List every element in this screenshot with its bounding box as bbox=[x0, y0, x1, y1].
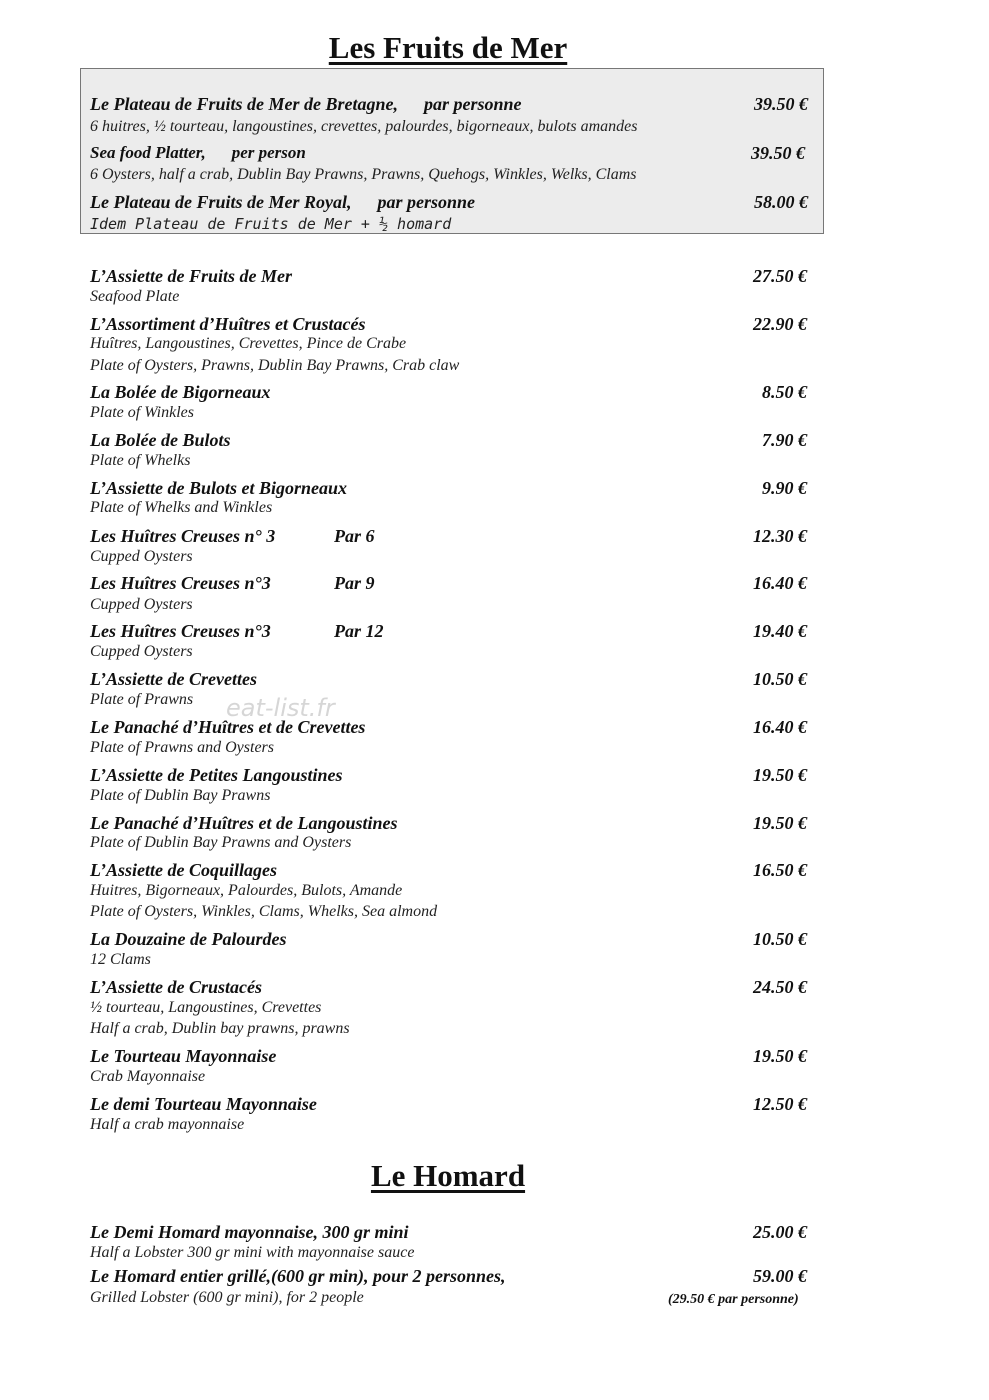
item-title: L’Assiette de Coquillages bbox=[90, 860, 277, 880]
homard-title: Le Demi Homard mayonnaise, 300 gr mini bbox=[90, 1222, 409, 1242]
item-desc: Half a crab, Dublin bay prawns, prawns bbox=[90, 1020, 350, 1037]
item-title: L’Assiette de Crustacés bbox=[90, 977, 262, 997]
item-title: Le Panaché d’Huîtres et de Crevettes bbox=[90, 717, 366, 737]
homard-desc: Half a Lobster 300 gr mini with mayonnaise sauce bbox=[90, 1244, 415, 1261]
item-desc: Crab Mayonnaise bbox=[90, 1068, 206, 1085]
platter-price: 58.00 € bbox=[754, 192, 808, 212]
item-price: 10.50 € bbox=[753, 929, 807, 949]
item-title: Le Panaché d’Huîtres et de Langoustines bbox=[90, 813, 398, 833]
item-title: L’Assortiment d’Huîtres et Crustacés bbox=[90, 314, 366, 334]
item-title: Les Huîtres Creuses n°3 bbox=[90, 573, 271, 593]
platter-desc: 6 huitres, ½ tourteau, langoustines, crevettes, palourdes, bigorneaux, bulots amandes bbox=[90, 118, 638, 135]
item-price: 24.50 € bbox=[753, 977, 807, 997]
item-desc: Plate of Prawns and Oysters bbox=[90, 739, 274, 756]
item-title: Le demi Tourteau Mayonnaise bbox=[90, 1094, 317, 1114]
item-price: 16.40 € bbox=[753, 573, 807, 593]
item-desc: 12 Clams bbox=[90, 951, 151, 968]
platter-title: Sea food Platter, per person bbox=[90, 143, 306, 162]
platter-title: Le Plateau de Fruits de Mer de Bretagne, par personne bbox=[90, 94, 522, 114]
platter-desc: 6 Oysters, half a crab, Dublin Bay Prawns, Prawns, Quehogs, Winkles, Welks, Clams bbox=[90, 166, 637, 183]
item-title: L’Assiette de Petites Langoustines bbox=[90, 765, 343, 785]
item-title: La Douzaine de Palourdes bbox=[90, 929, 287, 949]
item-title: Les Huîtres Creuses n°3 bbox=[90, 621, 271, 641]
item-price: 10.50 € bbox=[753, 669, 807, 689]
item-desc: Plate of Dublin Bay Prawns and Oysters bbox=[90, 834, 352, 851]
platter-desc: Idem Plateau de Fruits de Mer + ½ homard bbox=[90, 215, 452, 233]
item-quantity: Par 9 bbox=[334, 573, 375, 593]
item-desc: Half a crab mayonnaise bbox=[90, 1116, 245, 1133]
item-price: 22.90 € bbox=[753, 314, 807, 334]
platter-price: 39.50 € bbox=[754, 94, 808, 114]
homard-price: 59.00 € bbox=[753, 1266, 807, 1286]
item-desc: Plate of Oysters, Winkles, Clams, Whelks, Sea almond bbox=[90, 903, 438, 920]
homard-price: 25.00 € bbox=[753, 1222, 807, 1242]
platter-note: par personne bbox=[423, 94, 522, 114]
item-title: La Bolée de Bulots bbox=[90, 430, 231, 450]
item-price: 9.90 € bbox=[762, 478, 807, 498]
item-price: 7.90 € bbox=[762, 430, 807, 450]
homard-per-person-price: (29.50 € par personne) bbox=[668, 1292, 799, 1307]
platter-note: par personne bbox=[377, 192, 475, 212]
item-desc: Plate of Prawns bbox=[90, 691, 194, 708]
platter-price: 39.50 € bbox=[751, 143, 805, 163]
item-desc: Seafood Plate bbox=[90, 288, 180, 305]
item-price: 19.50 € bbox=[753, 1046, 807, 1066]
item-price: 12.30 € bbox=[753, 526, 807, 546]
item-desc: Cupped Oysters bbox=[90, 548, 193, 565]
item-title: La Bolée de Bigorneaux bbox=[90, 382, 271, 402]
item-price: 16.50 € bbox=[753, 860, 807, 880]
item-quantity: Par 12 bbox=[334, 621, 384, 641]
item-desc: Plate of Whelks bbox=[90, 452, 191, 469]
item-price: 19.50 € bbox=[753, 765, 807, 785]
item-title: L’Assiette de Bulots et Bigorneaux bbox=[90, 478, 348, 498]
item-title: L’Assiette de Fruits de Mer bbox=[90, 266, 292, 286]
item-desc: Plate of Dublin Bay Prawns bbox=[90, 787, 271, 804]
platter-title: Le Plateau de Fruits de Mer Royal, par personne bbox=[90, 192, 475, 212]
item-desc: Huîtres, Langoustines, Crevettes, Pince de Crabe bbox=[90, 335, 407, 352]
item-desc: ½ tourteau, Langoustines, Crevettes bbox=[90, 999, 322, 1016]
item-price: 27.50 € bbox=[753, 266, 807, 286]
item-desc: Plate of Whelks and Winkles bbox=[90, 499, 273, 516]
item-title: L’Assiette de Crevettes bbox=[90, 669, 257, 689]
item-title: Le Tourteau Mayonnaise bbox=[90, 1046, 277, 1066]
item-price: 16.40 € bbox=[753, 717, 807, 737]
item-price: 12.50 € bbox=[753, 1094, 807, 1114]
item-quantity: Par 6 bbox=[334, 526, 375, 546]
item-desc: Cupped Oysters bbox=[90, 643, 193, 660]
watermark: eat-list.fr bbox=[226, 694, 335, 722]
homard-title: Le Homard entier grillé,(600 gr min), pour 2 personnes, bbox=[90, 1266, 506, 1286]
item-price: 19.50 € bbox=[753, 813, 807, 833]
item-price: 8.50 € bbox=[762, 382, 807, 402]
item-desc: Cupped Oysters bbox=[90, 596, 193, 613]
section-title-homard: Le Homard bbox=[370, 1158, 526, 1193]
platter-note: per person bbox=[231, 143, 306, 162]
item-desc: Huitres, Bigorneaux, Palourdes, Bulots, Amande bbox=[90, 882, 403, 899]
item-title: Les Huîtres Creuses n° 3 bbox=[90, 526, 276, 546]
item-desc: Plate of Winkles bbox=[90, 404, 194, 421]
section-title-fruits-de-mer: Les Fruits de Mer bbox=[328, 30, 568, 65]
homard-desc: Grilled Lobster (600 gr mini), for 2 people bbox=[90, 1289, 364, 1306]
item-price: 19.40 € bbox=[753, 621, 807, 641]
item-desc: Plate of Oysters, Prawns, Dublin Bay Prawns, Crab claw bbox=[90, 357, 460, 374]
